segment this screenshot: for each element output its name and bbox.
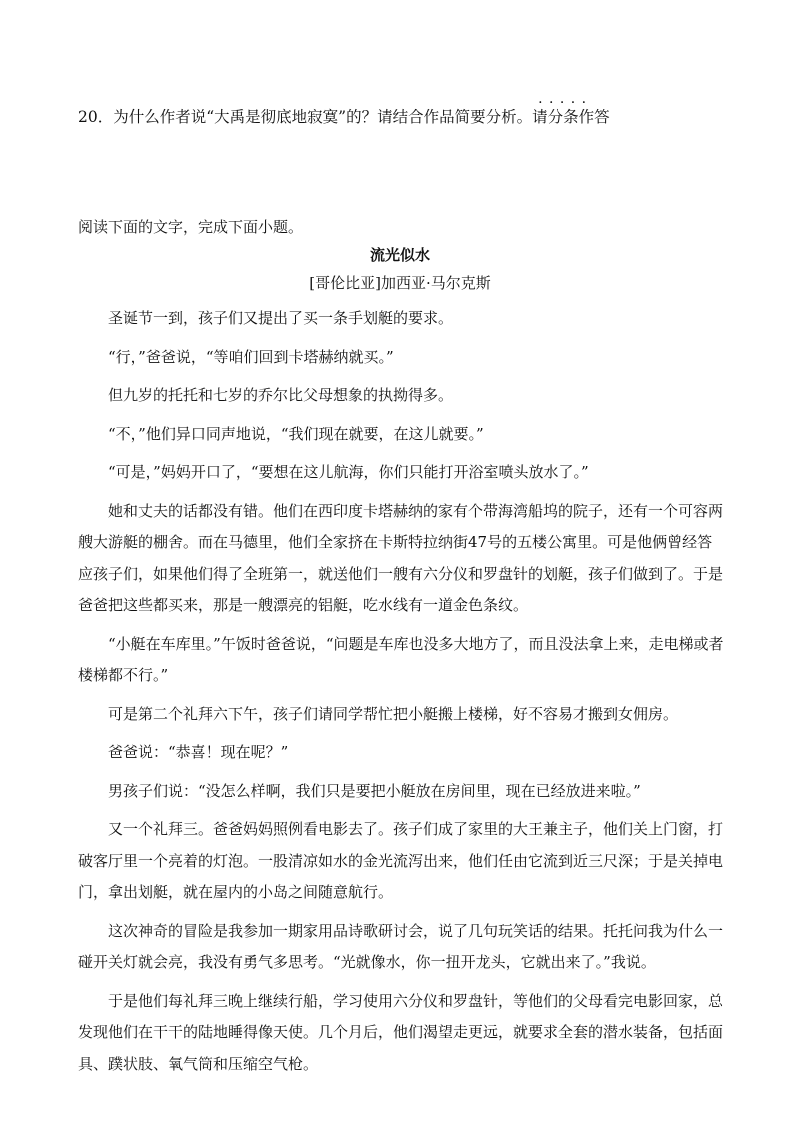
story-paragraph: “不，”他们异口同声地说，“我们现在就要，在这儿就要。” xyxy=(108,424,484,443)
story-paragraph: “小艇在车库里。”午饭时爸爸说，“问题是车库也没多大地方了，而且没法拿上来，走电梯或者楼梯都不行。” xyxy=(78,634,724,684)
story-paragraph: 于是他们每礼拜三晚上继续行船，学习使用六分仪和罗盘针，等他们的父母看完电影回家，总发现他们在干干的陆地睡得像天使。几个月后，他们渴望走更远，就要求全套的潜水装备，包括面具、蹼状肢、氧气筒和压缩空气枪。 xyxy=(78,991,724,1073)
question-emphasis: · · · 请分条作答 xyxy=(532,104,610,130)
story-paragraph: 圣诞节一到，孩子们又提出了买一条手划艇的要求。 xyxy=(108,309,454,327)
story-paragraph: 爸爸说：“恭喜！现在呢？” xyxy=(108,743,289,761)
story-paragraph: 男孩子们说：“没怎么样啊，我们只是要把小艇放在房间里，现在已经放进来啦。” xyxy=(108,781,641,800)
story-paragraph: 但九岁的托托和七岁的乔尔比父母想象的执拗得多。 xyxy=(108,386,454,404)
story-body xyxy=(78,303,726,1087)
story-paragraph: 可是第二个礼拜六下午，孩子们请同学帮忙把小艇搬上楼梯，好不容易才搬到女佣房。 xyxy=(108,704,679,723)
story-paragraph: 这次神奇的冒险是我参加一期家用品诗歌研讨会，说了几句玩笑话的结果。托托问我为什么一碰开关灯就会亮，我没有勇气多思考。“光就像水，你一扭开龙头，它就出来了。”我说。 xyxy=(78,921,724,971)
story-author: [哥伦比亚]加西亚·马尔克斯 xyxy=(309,274,491,292)
story-paragraph: “行，”爸爸说，“等咱们回到卡塔赫纳就买。” xyxy=(108,347,394,366)
story-paragraph: 又一个礼拜三。爸爸妈妈照例看电影去了。孩子们成了家里的大王兼主子，他们关上门窗，打破客厅里一个亮着的灯泡。一股清凉如水的金光流泻出来，他们任由它流到近三尺深；于是关掉电门，拿出划艇，就在屋内的小岛之间随意航行。 xyxy=(78,820,724,901)
story-paragraph: 她和丈夫的话都没有错。他们在西印度卡塔赫纳的家有个带海湾船坞的院子，还有一个可容两艘大游艇的棚舍。而在马德里，他们全家挤在卡斯特拉纳街47号的五楼公寓里。可是他俩曾经答应孩子们，如果他们得了全班第一，就送他们一艘有六分仪和罗盘针的划艇，孩子们做到了。于是爸爸把这些都买来，那是一艘漂亮的铝艇，吃水线有一道金色条纹。 xyxy=(78,501,724,614)
question-text: 20．为什么作者说“大禹是彻底地寂寞”的？请结合作品简要分析。 xyxy=(78,108,533,126)
story-title: 流光似水 xyxy=(369,246,430,264)
story-paragraph: “可是，”妈妈开口了，“要想在这儿航海，你们只能打开浴室喷头放水了。” xyxy=(108,463,589,481)
question-20 xyxy=(78,104,610,130)
reading-instruction: 阅读下面的文字，完成下面小题。 xyxy=(78,218,304,236)
